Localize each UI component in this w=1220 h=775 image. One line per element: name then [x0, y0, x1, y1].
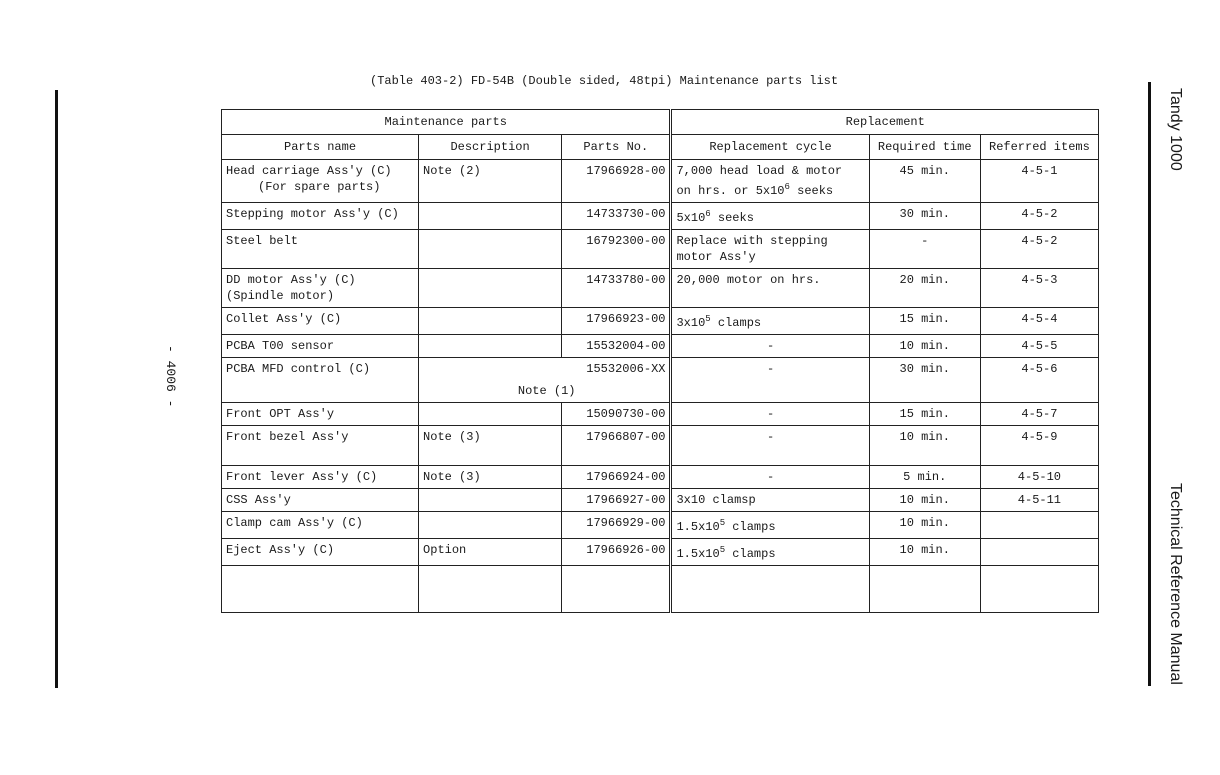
cell-referred-items: 4-5-11 [980, 489, 1098, 512]
cell-description: Note (3) [419, 426, 562, 466]
col-header-description: Description [419, 135, 562, 160]
cell-referred-items: 4-5-6 [980, 358, 1098, 403]
blank-cell [562, 566, 671, 613]
cell-referred-items: 4-5-10 [980, 466, 1098, 489]
table-row [222, 539, 1099, 566]
cell-parts-name [222, 160, 419, 203]
cell-required-time: 45 min. [869, 160, 980, 203]
blank-cell [222, 566, 419, 613]
col-header-referred-items: Referred items [980, 135, 1098, 160]
cycle-exponent: 5 [719, 518, 726, 528]
col-header-replacement-cycle: Replacement cycle [671, 135, 869, 160]
cycle-exponent: 5 [719, 545, 726, 555]
cell-parts-no: 17966924-00 [562, 466, 671, 489]
cell-description: Note (3) [419, 466, 562, 489]
cell-parts-name: Clamp cam Ass'y (C) [222, 512, 419, 539]
cell-description [419, 230, 562, 269]
table-row [222, 466, 1099, 489]
cell-parts-no: 15532004-00 [562, 335, 671, 358]
cell-required-time: 15 min. [869, 403, 980, 426]
cell-required-time: 10 min. [869, 489, 980, 512]
cycle-line-1: Replace with stepping [676, 234, 828, 248]
cell-parts-no: 17966927-00 [562, 489, 671, 512]
cell-required-time: 10 min. [869, 512, 980, 539]
cycle-unit: clamps [725, 520, 776, 534]
blank-cell [869, 566, 980, 613]
cell-parts-name: Collet Ass'y (C) [222, 308, 419, 335]
cell-required-time: 10 min. [869, 426, 980, 466]
column-header-row [222, 135, 1099, 160]
cell-parts-name [222, 269, 419, 308]
cycle-value: 1.5x10 [676, 520, 720, 534]
cell-parts-name: CSS Ass'y [222, 489, 419, 512]
cell-replacement-cycle [671, 539, 869, 566]
cell-required-time: 15 min. [869, 308, 980, 335]
cell-parts-no: 17966923-00 [562, 308, 671, 335]
table-row [222, 203, 1099, 230]
cell-description [419, 489, 562, 512]
cell-parts-name: Steel belt [222, 230, 419, 269]
table-row [222, 403, 1099, 426]
cell-replacement-cycle: - [671, 466, 869, 489]
cell-referred-items: 4-5-9 [980, 426, 1098, 466]
cell-replacement-cycle: - [671, 403, 869, 426]
table-row [222, 160, 1099, 203]
cell-replacement-cycle: - [671, 358, 869, 403]
cycle-exponent: 5 [705, 314, 711, 324]
cell-parts-name: Front lever Ass'y (C) [222, 466, 419, 489]
cell-parts-no: 14733730-00 [562, 203, 671, 230]
cycle-value: 5x10 [676, 211, 706, 225]
part-name: Head carriage Ass'y (C) [226, 164, 392, 178]
table-row-blank [222, 566, 1099, 613]
side-title: Tandy 1000 [1167, 88, 1184, 171]
cycle-line-2: motor Ass'y [676, 250, 756, 264]
cell-replacement-cycle [671, 160, 869, 203]
cell-description: Note (2) [419, 160, 562, 203]
cell-referred-items: 4-5-4 [980, 308, 1098, 335]
cell-referred-items [980, 512, 1098, 539]
cell-referred-items [980, 539, 1098, 566]
cell-referred-items: 4-5-2 [980, 203, 1098, 230]
cell-referred-items: 4-5-7 [980, 403, 1098, 426]
blank-cell [671, 566, 869, 613]
cell-required-time: 10 min. [869, 335, 980, 358]
cell-referred-items: 4-5-3 [980, 269, 1098, 308]
left-margin-rule [55, 90, 58, 688]
right-margin-rule [1148, 82, 1151, 686]
cell-required-time: - [869, 230, 980, 269]
cell-required-time: 10 min. [869, 539, 980, 566]
cell-description [419, 269, 562, 308]
cell-description: Option [419, 539, 562, 566]
cycle-unit: clamps [725, 547, 776, 561]
cycle-unit: seeks [710, 211, 754, 225]
table-row [222, 512, 1099, 539]
cell-description [419, 512, 562, 539]
cell-required-time: 5 min. [869, 466, 980, 489]
cell-replacement-cycle [671, 230, 869, 269]
cell-replacement-cycle: - [671, 335, 869, 358]
cell-parts-no: 17966929-00 [562, 512, 671, 539]
cycle-value: 3x10 [676, 316, 706, 330]
cell-parts-no: 17966807-00 [562, 426, 671, 466]
cell-description [419, 308, 562, 335]
cell-parts-no: 17966926-00 [562, 539, 671, 566]
cell-parts-name: Front bezel Ass'y [222, 426, 419, 466]
group-header-replacement: Replacement [671, 110, 1099, 135]
col-header-required-time: Required time [869, 135, 980, 160]
cycle-unit: seeks [789, 184, 834, 198]
table-row [222, 308, 1099, 335]
cell-parts-name: Eject Ass'y (C) [222, 539, 419, 566]
table-row [222, 335, 1099, 358]
blank-cell [419, 566, 562, 613]
cell-parts-no: 14733780-00 [562, 269, 671, 308]
cell-referred-items: 4-5-5 [980, 335, 1098, 358]
table-row [222, 489, 1099, 512]
cell-description [419, 203, 562, 230]
note-reference: Note (1) [517, 384, 576, 398]
cell-replacement-cycle: 20,000 motor on hrs. [671, 269, 869, 308]
blank-cell [980, 566, 1098, 613]
cell-parts-no: 15090730-00 [562, 403, 671, 426]
cell-replacement-cycle: 3x10 clamsp [671, 489, 869, 512]
cycle-line-1: 7,000 head load & motor [676, 164, 843, 178]
table-row [222, 358, 1099, 403]
table-caption: (Table 403-2) FD-54B (Double sided, 48tpi) Maintenance parts list [370, 74, 839, 88]
part-number: 15532006-XX [586, 362, 666, 376]
cell-referred-items: 4-5-2 [980, 230, 1098, 269]
table-row [222, 230, 1099, 269]
maintenance-parts-table [221, 109, 1099, 613]
col-header-parts-name: Parts name [222, 135, 419, 160]
cell-replacement-cycle [671, 512, 869, 539]
cell-description [419, 403, 562, 426]
cycle-unit: clamps [710, 316, 762, 330]
cell-parts-no: 17966928-00 [562, 160, 671, 203]
side-subtitle: Technical Reference Manual [1167, 483, 1184, 685]
cycle-exponent: 6 [705, 209, 711, 219]
cell-required-time: 20 min. [869, 269, 980, 308]
cell-replacement-cycle: - [671, 426, 869, 466]
page-number: - 4006 - [163, 345, 178, 408]
cycle-value: 1.5x10 [676, 547, 720, 561]
group-header-row [222, 110, 1099, 135]
group-header-maintenance: Maintenance parts [222, 110, 671, 135]
cell-parts-name: Stepping motor Ass'y (C) [222, 203, 419, 230]
cell-parts-name: PCBA MFD control (C) [222, 358, 419, 403]
part-name-detail: (Spindle motor) [226, 289, 335, 303]
cell-required-time: 30 min. [869, 203, 980, 230]
cell-replacement-cycle [671, 308, 869, 335]
cell-description [419, 335, 562, 358]
cell-replacement-cycle [671, 203, 869, 230]
cell-required-time: 30 min. [869, 358, 980, 403]
table-row [222, 269, 1099, 308]
cell-description-parts-no [419, 358, 671, 403]
cell-parts-name: Front OPT Ass'y [222, 403, 419, 426]
col-header-parts-no: Parts No. [562, 135, 671, 160]
cycle-line-2: on hrs. or 5x10 [676, 184, 785, 198]
part-name-detail: (For spare parts) [258, 180, 381, 194]
table-row [222, 426, 1099, 466]
cell-parts-name: PCBA T00 sensor [222, 335, 419, 358]
cycle-exponent: 6 [784, 182, 790, 192]
part-name: DD motor Ass'y (C) [226, 273, 356, 287]
cell-referred-items: 4-5-1 [980, 160, 1098, 203]
cell-parts-no: 16792300-00 [562, 230, 671, 269]
